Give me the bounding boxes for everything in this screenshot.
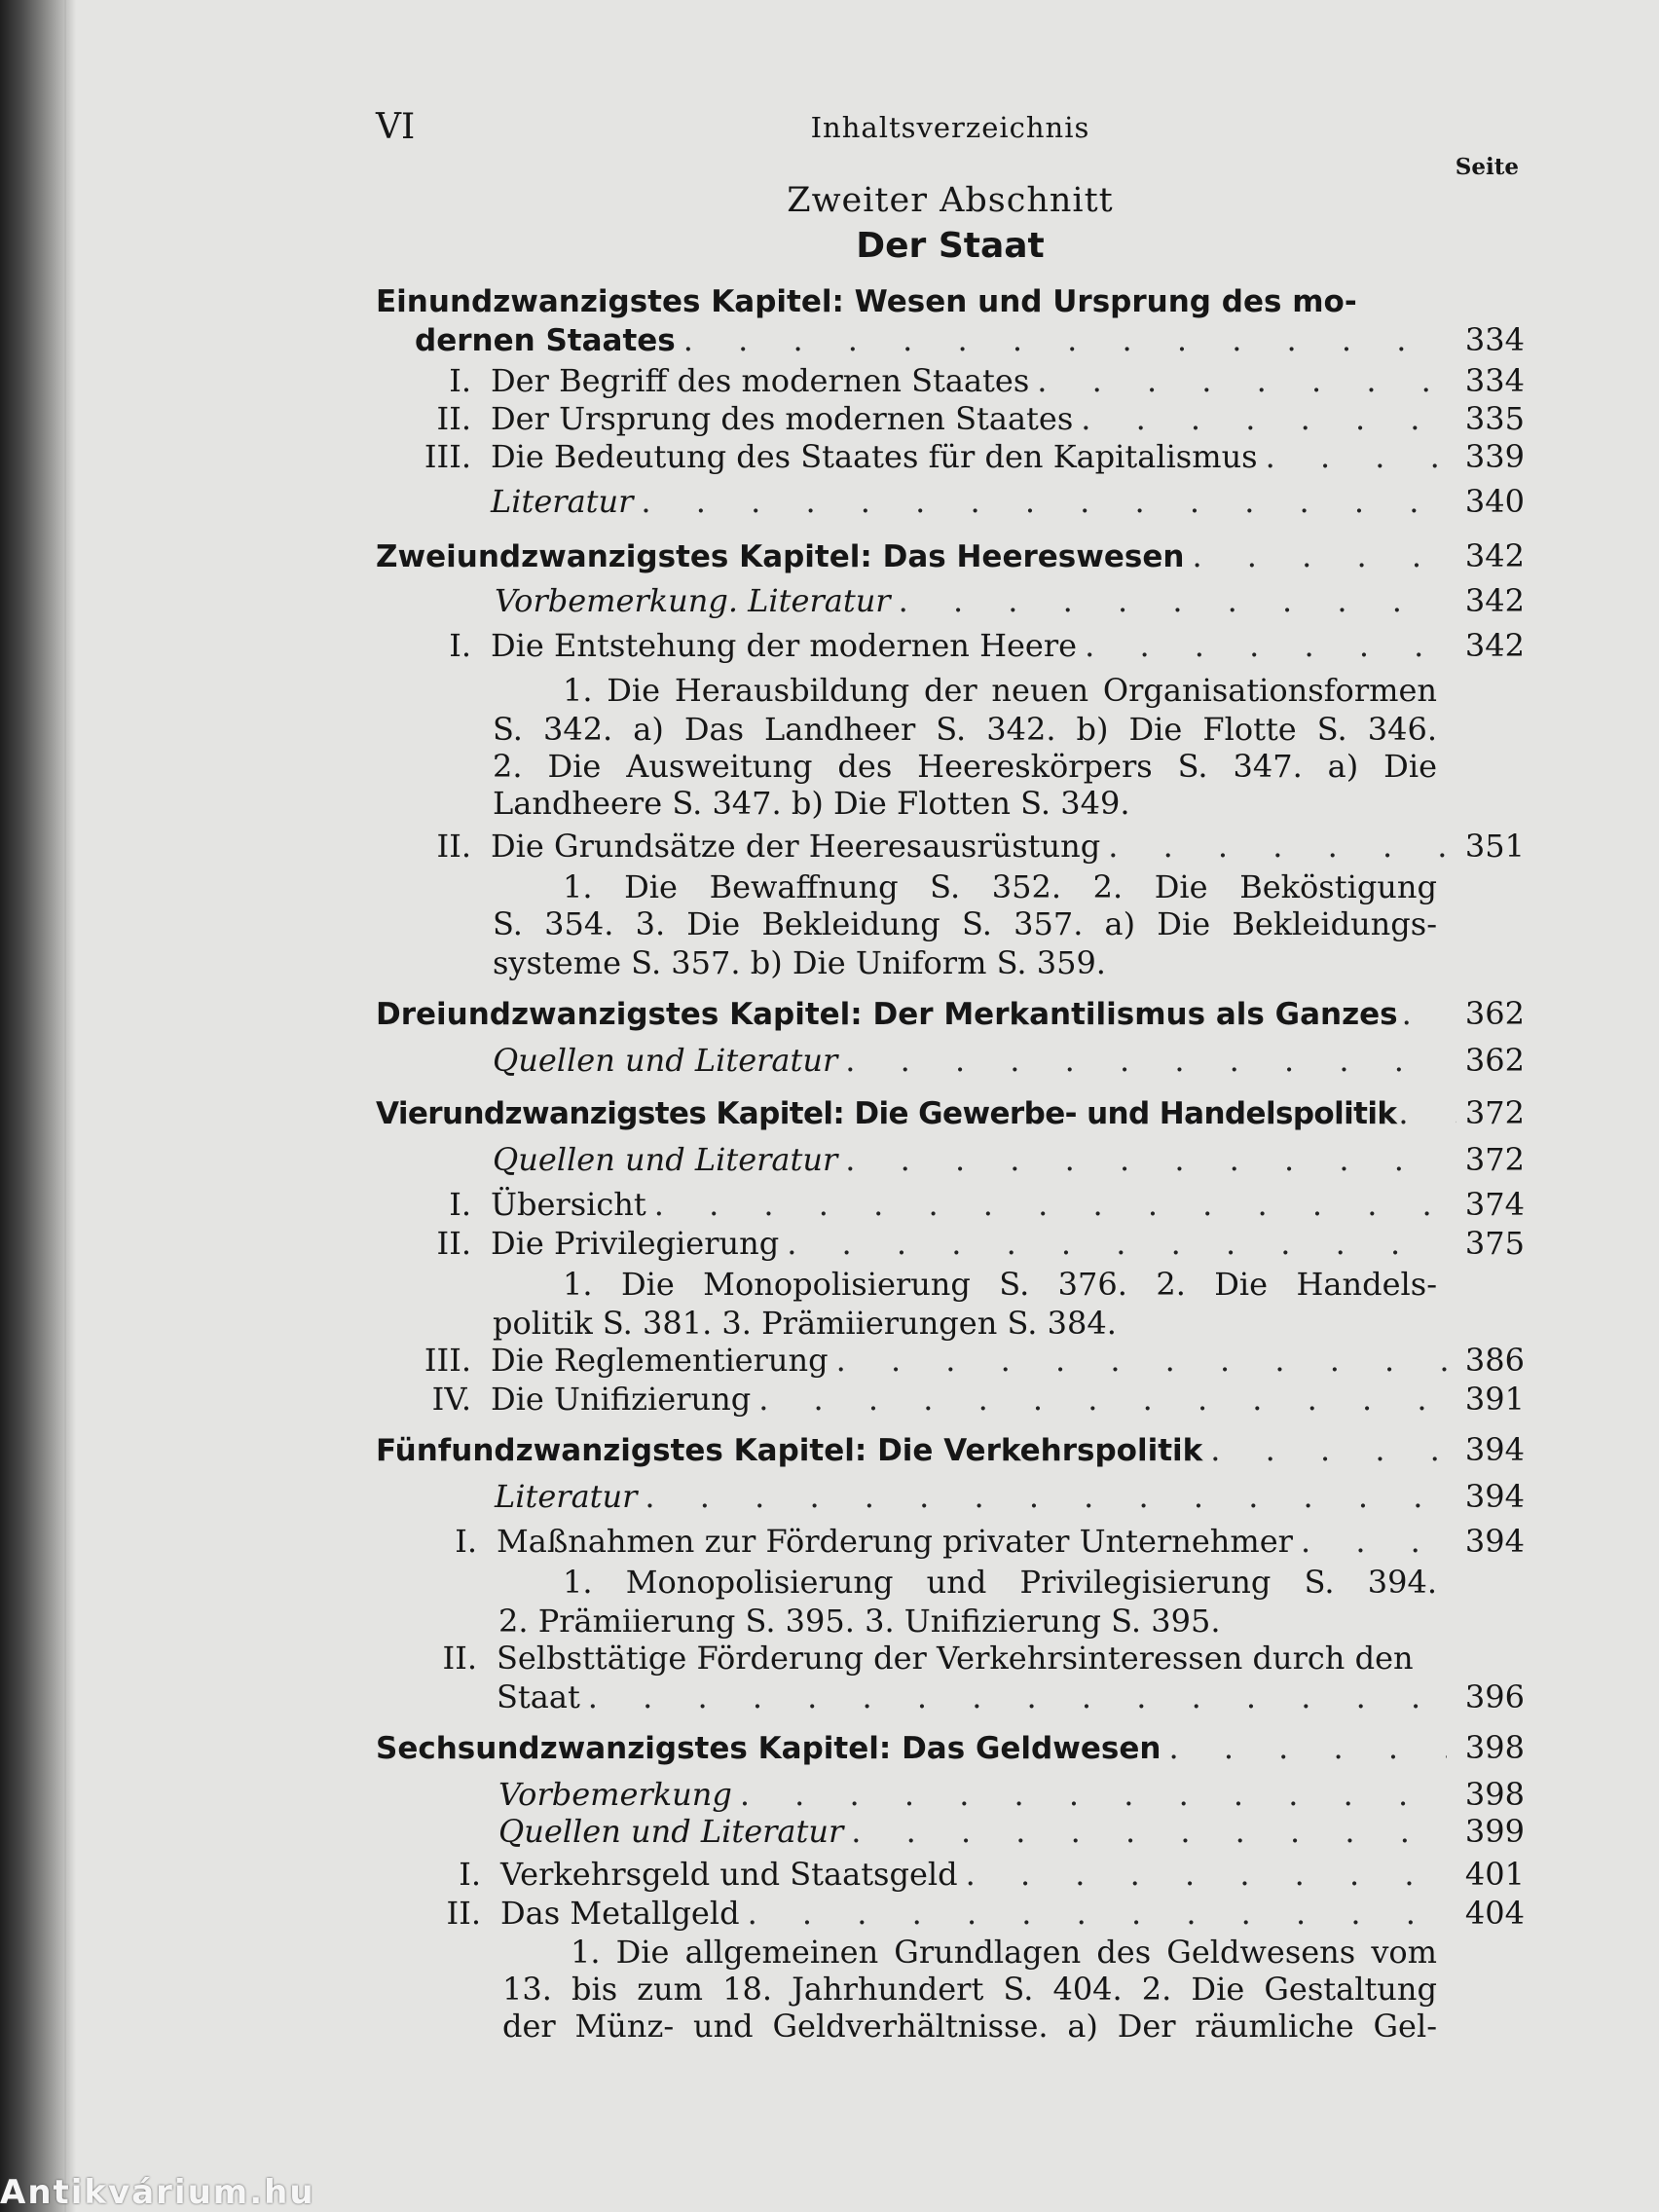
entry-title: Das Metallgeld bbox=[500, 1895, 740, 1932]
page-number: 386 bbox=[1464, 1342, 1525, 1379]
dot-leader bbox=[1037, 362, 1447, 399]
dot-leader bbox=[899, 582, 1447, 619]
dot-leader bbox=[645, 1478, 1447, 1515]
roman-numeral: I. bbox=[455, 1523, 477, 1560]
dot-leader bbox=[1108, 828, 1447, 865]
page-number: 362 bbox=[1464, 995, 1525, 1032]
detail-line: 1. Monopolisierung und Privilegisierung S. 394. bbox=[563, 1564, 1437, 1601]
dot-leader bbox=[588, 1678, 1447, 1715]
roman-numeral: III. bbox=[424, 438, 471, 475]
page-number: 391 bbox=[1464, 1381, 1525, 1418]
toc-entry bbox=[376, 1186, 1525, 1227]
dot-leader bbox=[1402, 995, 1455, 1032]
page-number: 342 bbox=[1464, 627, 1525, 664]
entry-title: Quellen und Literatur bbox=[493, 1042, 838, 1079]
toc-entry bbox=[376, 1856, 1525, 1897]
toc-entry bbox=[376, 1523, 1525, 1564]
chapter-title: Dreiundzwanzigstes Kapitel: Der Merkantilismus als Ganzes bbox=[376, 997, 1398, 1032]
page-number: 372 bbox=[1464, 1141, 1525, 1178]
toc-entry bbox=[376, 362, 1525, 403]
chapter-25-entry bbox=[376, 1431, 1525, 1472]
dot-leader bbox=[748, 1895, 1447, 1932]
watermark: Antikvárium.hu bbox=[0, 2173, 315, 2212]
chapter-title: Sechsundzwanzigstes Kapitel: Das Geldwesen bbox=[376, 1731, 1161, 1766]
chapter-21-entry bbox=[376, 321, 1525, 362]
section-subtitle: Zweiter Abschnitt bbox=[787, 181, 1114, 220]
roman-numeral: II. bbox=[446, 1895, 481, 1932]
entry-title: Quellen und Literatur bbox=[493, 1141, 838, 1178]
dot-leader bbox=[1210, 1431, 1447, 1468]
page-number: 404 bbox=[1464, 1895, 1525, 1932]
chapter-title: Vierundzwanzigstes Kapitel: Die Gewerbe- und Handelspolitik bbox=[376, 1096, 1397, 1131]
page-number: 334 bbox=[1464, 362, 1525, 399]
toc-entry bbox=[376, 1042, 1525, 1083]
page-column-label: Seite bbox=[1455, 154, 1519, 180]
dot-leader bbox=[845, 1141, 1447, 1178]
detail-line: systeme S. 357. b) Die Uniform S. 359. bbox=[493, 944, 1106, 981]
dot-leader bbox=[641, 483, 1447, 520]
page-number: 394 bbox=[1464, 1478, 1525, 1515]
page-number: 372 bbox=[1464, 1094, 1525, 1131]
detail-line: Landheere S. 347. b) Die Flotten S. 349. bbox=[493, 785, 1130, 822]
entry-title: Literatur bbox=[495, 1478, 638, 1515]
roman-numeral: I. bbox=[459, 1856, 481, 1893]
dot-leader bbox=[1081, 400, 1447, 437]
page-number: 351 bbox=[1464, 828, 1525, 865]
toc-entry bbox=[376, 1342, 1525, 1382]
toc-entry bbox=[376, 1141, 1525, 1182]
entry-title: Vorbemerkung. Literatur bbox=[495, 582, 891, 619]
chapter-title: Fünfundzwanzigstes Kapitel: Die Verkehrspolitik bbox=[376, 1433, 1203, 1468]
roman-numeral: II. bbox=[442, 1640, 477, 1677]
page-number: 398 bbox=[1464, 1776, 1525, 1813]
roman-numeral: III. bbox=[424, 1342, 471, 1379]
page-number: 375 bbox=[1464, 1225, 1525, 1262]
entry-title: Literatur bbox=[491, 483, 634, 520]
dot-leader bbox=[845, 1042, 1447, 1079]
page-number: 399 bbox=[1464, 1813, 1525, 1850]
page-number: 335 bbox=[1464, 400, 1525, 437]
detail-line: der Münz- und Geldverhältnisse. a) Der räumliche Gel- bbox=[502, 2008, 1437, 2045]
toc-entry bbox=[376, 438, 1525, 479]
detail-line: 1. Die Herausbildung der neuen Organisationsformen bbox=[563, 672, 1437, 709]
dot-leader bbox=[1192, 537, 1447, 574]
section-title: Der Staat bbox=[856, 226, 1045, 266]
entry-title-continued: Staat bbox=[497, 1678, 580, 1715]
page-number: 396 bbox=[1464, 1678, 1525, 1715]
chapter-21-title-line2: dernen Staates bbox=[415, 323, 676, 358]
page-number: 334 bbox=[1464, 321, 1525, 358]
page-number: 339 bbox=[1464, 438, 1525, 475]
detail-line: S. 354. 3. Die Bekleidung S. 357. a) Die Bekleidungs- bbox=[493, 905, 1437, 942]
toc-entry bbox=[376, 582, 1525, 623]
roman-numeral: II. bbox=[436, 1225, 471, 1262]
dot-leader bbox=[654, 1186, 1447, 1223]
dot-leader bbox=[851, 1813, 1447, 1850]
dot-leader bbox=[1266, 438, 1447, 475]
detail-line: 1. Die Bewaffnung S. 352. 2. Die Beköstigung bbox=[563, 868, 1437, 905]
chapter-24-entry bbox=[376, 1094, 1525, 1135]
entry-title: Die Entstehung der modernen Heere bbox=[491, 627, 1078, 664]
entry-title: Übersicht bbox=[491, 1186, 646, 1223]
chapter-22-entry bbox=[376, 537, 1525, 578]
entry-title: Selbsttätige Förderung der Verkehrsinteressen durch den bbox=[497, 1640, 1414, 1677]
entry-title: Die Grundsätze der Heeresausrüstung bbox=[491, 828, 1101, 865]
page-number: 394 bbox=[1464, 1431, 1525, 1468]
folio: VI bbox=[376, 107, 416, 147]
toc-entry bbox=[376, 1381, 1525, 1421]
toc-entry bbox=[376, 1225, 1525, 1266]
toc-entry bbox=[376, 1478, 1525, 1519]
page-number: 394 bbox=[1464, 1523, 1525, 1560]
entry-title: Die Reglementierung bbox=[491, 1342, 829, 1379]
dot-leader bbox=[683, 321, 1447, 358]
chapter-26-entry bbox=[376, 1729, 1525, 1770]
toc-entry bbox=[376, 627, 1525, 668]
toc-entry bbox=[376, 1678, 1525, 1719]
toc-entry bbox=[376, 483, 1525, 524]
page-number: 342 bbox=[1464, 537, 1525, 574]
toc-entry bbox=[376, 400, 1525, 441]
toc-entry bbox=[376, 1640, 1437, 1680]
entry-title: Der Begriff des modernen Staates bbox=[491, 362, 1030, 399]
dot-leader bbox=[740, 1776, 1447, 1813]
detail-line: 13. bis zum 18. Jahrhundert S. 404. 2. Die Gestaltung bbox=[502, 1971, 1437, 2008]
entry-title: Quellen und Literatur bbox=[498, 1813, 844, 1850]
toc-entry bbox=[376, 828, 1525, 868]
entry-title: Die Privilegierung bbox=[491, 1225, 780, 1262]
dot-leader bbox=[966, 1856, 1447, 1893]
roman-numeral: II. bbox=[436, 828, 471, 865]
roman-numeral: I. bbox=[449, 627, 471, 664]
entry-title: Vorbemerkung bbox=[498, 1776, 732, 1813]
roman-numeral: II. bbox=[436, 400, 471, 437]
running-head: Inhaltsverzeichnis bbox=[810, 111, 1090, 144]
detail-line: 1. Die allgemeinen Grundlagen des Geldwesens vom bbox=[571, 1934, 1437, 1971]
entry-title: Die Bedeutung des Staates für den Kapitalismus bbox=[491, 438, 1258, 475]
dot-leader bbox=[758, 1381, 1447, 1418]
page-number: 398 bbox=[1464, 1729, 1525, 1766]
dot-leader bbox=[1301, 1523, 1447, 1560]
page-number: 340 bbox=[1464, 483, 1525, 520]
chapter-23-entry bbox=[376, 995, 1525, 1036]
page-header bbox=[376, 107, 1525, 180]
entry-title: Der Ursprung des modernen Staates bbox=[491, 400, 1074, 437]
dot-leader bbox=[1168, 1729, 1447, 1766]
dot-leader bbox=[1398, 1094, 1456, 1131]
dot-leader bbox=[1085, 627, 1447, 664]
dot-leader bbox=[787, 1225, 1447, 1262]
roman-numeral: IV. bbox=[431, 1381, 471, 1418]
chapter-21-title-line1: Einundzwanzigstes Kapitel: Wesen und Ursprung des mo- bbox=[376, 284, 1357, 319]
page-number: 342 bbox=[1464, 582, 1525, 619]
entry-title: Maßnahmen zur Förderung privater Unternehmer bbox=[497, 1523, 1293, 1560]
roman-numeral: I. bbox=[449, 362, 471, 399]
detail-line: 2. Prämiierung S. 395. 3. Unifizierung S. 395. bbox=[498, 1603, 1221, 1640]
page-number: 401 bbox=[1464, 1856, 1525, 1893]
page-number: 362 bbox=[1464, 1042, 1525, 1079]
detail-line: 1. Die Monopolisierung S. 376. 2. Die Handels- bbox=[563, 1266, 1437, 1303]
chapter-title: Zweiundzwanzigstes Kapitel: Das Heereswesen bbox=[376, 539, 1185, 574]
roman-numeral: I. bbox=[449, 1186, 471, 1223]
page-number: 374 bbox=[1464, 1186, 1525, 1223]
entry-title: Verkehrsgeld und Staatsgeld bbox=[500, 1856, 958, 1893]
detail-line: politik S. 381. 3. Prämiierungen S. 384. bbox=[493, 1305, 1117, 1342]
dot-leader bbox=[836, 1342, 1447, 1379]
toc-entry bbox=[376, 1776, 1525, 1817]
entry-title: Die Unifizierung bbox=[491, 1381, 752, 1418]
detail-line: S. 342. a) Das Landheer S. 342. b) Die Flotte S. 346. bbox=[493, 711, 1437, 748]
detail-line: 2. Die Ausweitung des Heereskörpers S. 347. a) Die bbox=[493, 748, 1437, 785]
toc-entry bbox=[376, 1895, 1525, 1936]
toc-entry bbox=[376, 1813, 1525, 1854]
